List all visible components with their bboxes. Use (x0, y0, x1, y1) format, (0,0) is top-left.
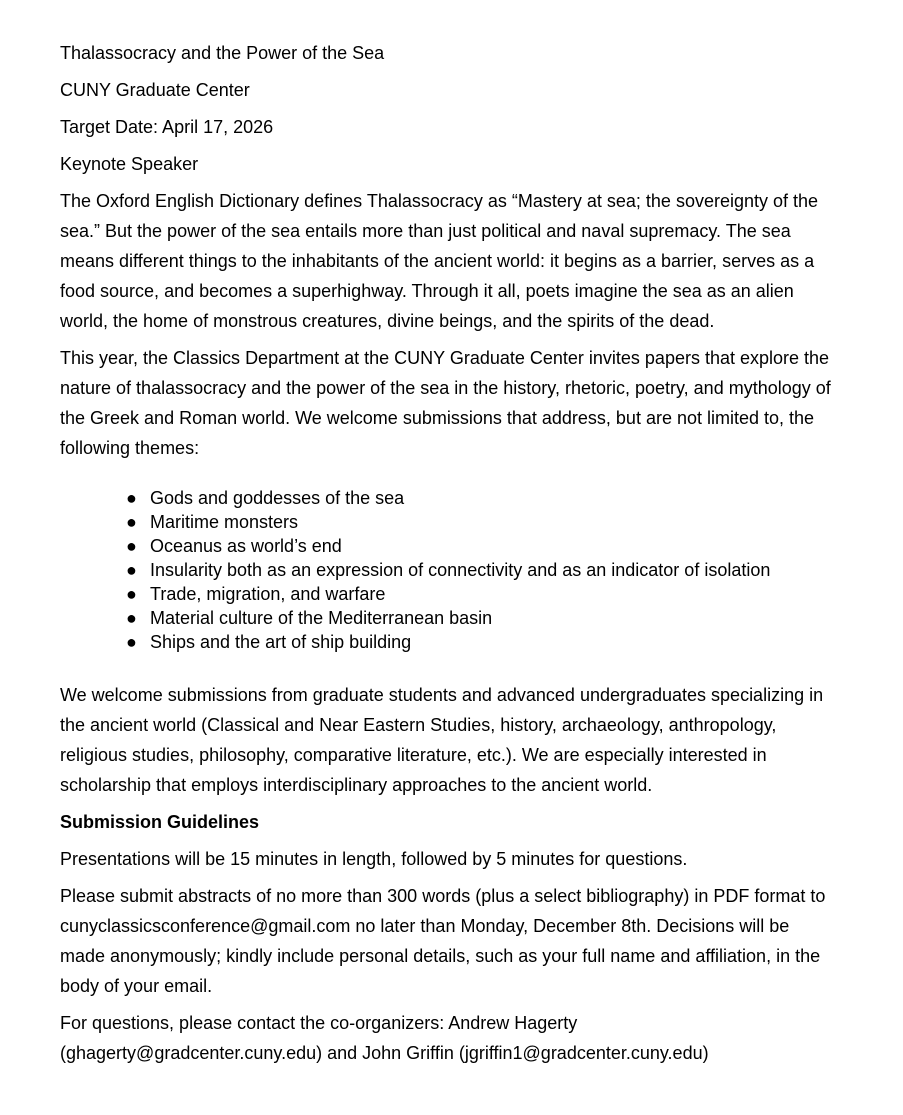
submission-guidelines-heading: Submission Guidelines (60, 812, 260, 832)
keynote-speaker-line: Keynote Speaker (60, 154, 199, 174)
bullet-icon: ● (126, 512, 137, 532)
list-item (60, 558, 834, 582)
abstract-submission-paragraph: Please submit abstracts of no more than 300 words (plus a select bibliography) in PDF format to cunyclassicsconference@gmail.com no later than Monday, December 8th. Decisions will be made anonymously; kindly include personal details, such as your full name and affiliation, in the body of your email. (60, 886, 826, 996)
institution-line: CUNY Graduate Center (60, 80, 250, 100)
list-item (60, 630, 834, 654)
list-item-label: Oceanus as world’s end (150, 536, 342, 556)
list-item-label: Gods and goddesses of the sea (150, 488, 405, 508)
bullet-icon: ● (126, 608, 137, 628)
eligibility-paragraph: We welcome submissions from graduate students and advanced undergraduates specializing in the ancient world (Classical and Near Eastern Studies, history, archaeology, anthropology, religious studies, philosophy, comparative literature, etc.). We are especially interested in scholarship that employs interdisciplinary approaches to the ancient world. (60, 685, 824, 795)
presentation-length-paragraph: Presentations will be 15 minutes in length, followed by 5 minutes for questions. (60, 849, 688, 869)
target-date-line: Target Date: April 17, 2026 (60, 117, 274, 137)
list-item-label: Trade, migration, and warfare (150, 584, 386, 604)
list-item-label: Maritime monsters (150, 512, 299, 532)
bullet-icon: ● (126, 584, 137, 604)
list-item-label: Material culture of the Mediterranean basin (150, 608, 493, 628)
bullet-icon: ● (126, 488, 137, 508)
intro-paragraph: The Oxford English Dictionary defines Thalassocracy as “Mastery at sea; the sovereignty of the sea.” But the power of the sea entails more than just political and naval supremacy. The sea means different things to the inhabitants of the ancient world: it begins as a barrier, serves as a food source, and becomes a superhighway. Through it all, poets imagine the sea as an alien world, the home of monstrous creatures, divine beings, and the spirits of the dead. (60, 191, 819, 331)
themes-list (60, 486, 834, 654)
list-item-label: Insularity both as an expression of connectivity and as an indicator of isolation (150, 560, 771, 580)
document-body (60, 38, 834, 1068)
contact-paragraph: For questions, please contact the co-organizers: Andrew Hagerty (ghagerty@gradcenter.cuny.edu) and John Griffin (jgriffin1@gradcenter.cuny.edu) (60, 1013, 709, 1063)
bullet-icon: ● (126, 536, 137, 556)
list-item (60, 486, 834, 510)
list-spacer-top (60, 470, 834, 479)
list-item (60, 534, 834, 558)
list-item (60, 510, 834, 534)
list-item (60, 606, 834, 630)
list-spacer-bottom (60, 668, 834, 680)
bullet-icon: ● (126, 560, 137, 580)
bullet-icon: ● (126, 632, 137, 652)
list-item (60, 582, 834, 606)
list-item-label: Ships and the art of ship building (150, 632, 412, 652)
call-for-papers-paragraph: This year, the Classics Department at the CUNY Graduate Center invites papers that explore the nature of thalassocracy and the power of the sea in the history, rhetoric, poetry, and mythology of the Greek and Roman world. We welcome submissions that address, but are not limited to, the following themes: (60, 348, 831, 458)
page-title: Thalassocracy and the Power of the Sea (60, 43, 385, 63)
